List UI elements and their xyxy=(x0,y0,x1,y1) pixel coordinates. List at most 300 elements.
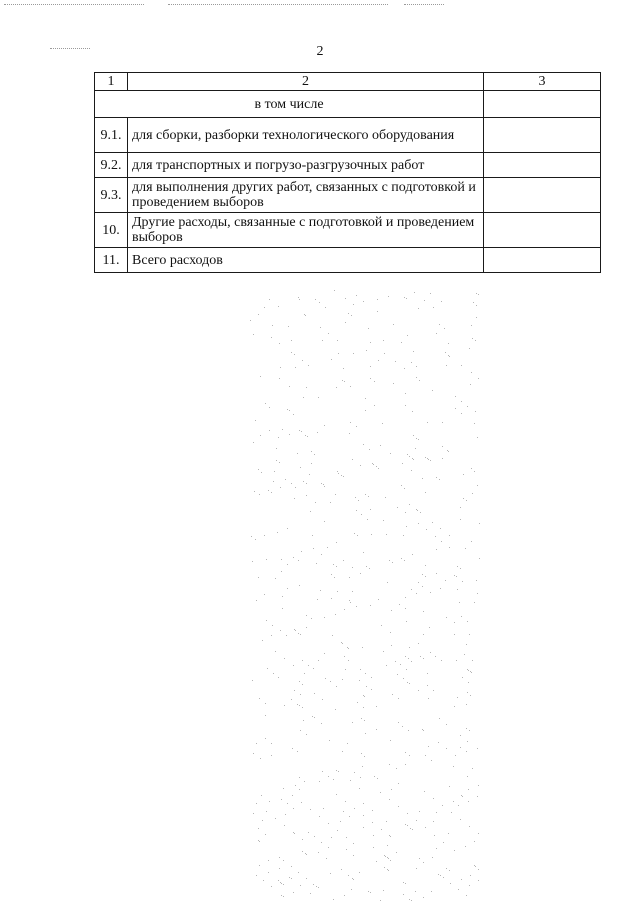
scan-speck xyxy=(353,353,354,354)
scan-speck xyxy=(324,486,325,487)
scan-speck xyxy=(279,857,280,858)
scan-speck xyxy=(299,777,300,778)
scan-speck xyxy=(388,858,389,859)
scan-speck xyxy=(352,459,353,460)
scan-speck xyxy=(436,333,437,334)
scan-speck xyxy=(457,589,458,590)
scan-speck xyxy=(281,895,282,896)
scan-speck xyxy=(416,820,417,821)
scan-speck xyxy=(255,420,256,421)
scan-speck xyxy=(391,610,392,611)
scan-speck xyxy=(409,504,410,505)
scan-speck xyxy=(387,869,388,870)
scan-speck xyxy=(376,466,377,467)
scan-speck xyxy=(466,751,467,752)
scan-speck xyxy=(439,479,440,480)
scan-speck xyxy=(292,795,293,796)
scan-speck xyxy=(385,497,386,498)
scan-speck xyxy=(478,869,479,870)
scan-speck xyxy=(353,304,354,305)
scan-speck xyxy=(291,340,292,341)
scan-speck xyxy=(441,541,442,542)
scan-speck xyxy=(381,625,382,626)
scan-speck xyxy=(432,857,433,858)
column-header-1: 1 xyxy=(95,73,128,91)
scan-speck xyxy=(415,891,416,892)
scan-speck xyxy=(378,360,379,361)
scan-speck xyxy=(392,694,393,695)
row-description: для сборки, разборки технологического оборудования xyxy=(128,118,484,153)
scan-speck xyxy=(388,296,389,297)
scan-speck xyxy=(475,866,476,867)
scan-speck xyxy=(356,606,357,607)
scan-speck xyxy=(315,299,316,300)
scan-speck xyxy=(333,779,334,780)
scan-speck xyxy=(299,299,300,300)
scan-speck xyxy=(436,477,437,478)
scan-speck xyxy=(411,661,412,662)
scan-speck xyxy=(460,568,461,569)
scan-speck xyxy=(314,717,315,718)
row-description: Всего расходов xyxy=(128,248,484,273)
scan-speck xyxy=(424,791,425,792)
scan-speck xyxy=(306,627,307,628)
scan-speck xyxy=(405,512,406,513)
scan-speck xyxy=(260,758,261,759)
scan-speck xyxy=(365,410,366,411)
scan-speck xyxy=(455,755,456,756)
scan-speck xyxy=(407,682,408,683)
scan-speck xyxy=(378,599,379,600)
scan-speck xyxy=(377,311,378,312)
scan-speck xyxy=(397,674,398,675)
scan-speck xyxy=(355,497,356,498)
row-number: 11. xyxy=(95,248,128,273)
scan-speck xyxy=(393,324,394,325)
scan-speck xyxy=(415,448,416,449)
scan-speck xyxy=(438,742,439,743)
scan-speck xyxy=(357,702,358,703)
scan-speck xyxy=(291,866,292,867)
scan-speck xyxy=(405,393,406,394)
scan-speck xyxy=(265,834,266,835)
scan-speck xyxy=(310,893,311,894)
scan-speck xyxy=(284,825,285,826)
scan-speck xyxy=(423,730,424,731)
scan-speck xyxy=(472,660,473,661)
scan-speck xyxy=(411,362,412,363)
scan-speck xyxy=(259,698,260,699)
scan-speck xyxy=(323,808,324,809)
scan-speck xyxy=(321,842,322,843)
scan-speck xyxy=(282,429,283,430)
scan-speck xyxy=(295,630,296,631)
scan-speck xyxy=(289,877,290,878)
scan-speck xyxy=(358,500,359,501)
scan-speck xyxy=(306,495,307,496)
scan-speck xyxy=(467,741,468,742)
scan-speck xyxy=(333,899,334,900)
scan-speck xyxy=(360,777,361,778)
scan-speck xyxy=(287,588,288,589)
scan-speck xyxy=(433,690,434,691)
scan-speck xyxy=(363,301,364,302)
row-description: для выполнения других работ, связанных с подготовкой и проведением выборов xyxy=(128,178,484,213)
scan-speck xyxy=(271,743,272,744)
scan-speck xyxy=(467,406,468,407)
scan-speck xyxy=(389,799,390,800)
scan-speck xyxy=(335,709,336,710)
scan-speck xyxy=(404,297,405,298)
scan-speck xyxy=(374,405,375,406)
scan-speck xyxy=(390,836,391,837)
scan-speck xyxy=(343,560,344,561)
scan-speck xyxy=(271,337,272,338)
row-description: для транспортных и погрузо-разгрузочных работ xyxy=(128,153,484,178)
scan-speck xyxy=(386,534,387,535)
scan-speck xyxy=(405,405,406,406)
scan-speck xyxy=(250,320,251,321)
scan-speck xyxy=(479,523,480,524)
scan-speck xyxy=(385,856,386,857)
scan-speck xyxy=(337,340,338,341)
scan-speck xyxy=(370,342,371,343)
scan-speck xyxy=(363,803,364,804)
scan-speck xyxy=(280,630,281,631)
scan-speck xyxy=(416,438,417,439)
scan-speck xyxy=(399,604,400,605)
scan-speck xyxy=(327,547,328,548)
scan-speck xyxy=(351,315,352,316)
scan-speck xyxy=(458,805,459,806)
scan-speck xyxy=(259,494,260,495)
scan-speck xyxy=(472,338,473,339)
scan-speck xyxy=(349,433,350,434)
scan-speck xyxy=(259,841,260,842)
scan-speck xyxy=(372,810,373,811)
scan-speck xyxy=(418,439,419,440)
scan-speck xyxy=(287,803,288,804)
scan-speck xyxy=(335,614,336,615)
scan-speck xyxy=(349,816,350,817)
scan-speck xyxy=(440,588,441,589)
scan-speck xyxy=(273,673,274,674)
scan-speck xyxy=(442,422,443,423)
scan-speck xyxy=(300,467,301,468)
scan-speck xyxy=(315,502,316,503)
scan-speck xyxy=(409,755,410,756)
scan-speck xyxy=(299,430,300,431)
scan-speck xyxy=(471,372,472,373)
scan-speck xyxy=(266,811,267,812)
scan-speck xyxy=(478,785,479,786)
scan-speck xyxy=(324,617,325,618)
scan-speck xyxy=(472,768,473,769)
scan-speck xyxy=(263,880,264,881)
scan-speck xyxy=(356,295,357,296)
scan-speck xyxy=(454,634,455,635)
scan-speck xyxy=(305,435,306,436)
scan-speck xyxy=(319,816,320,817)
scan-speck xyxy=(324,425,325,426)
scan-speck xyxy=(380,900,381,901)
scan-speck xyxy=(432,522,433,523)
scan-speck xyxy=(453,801,454,802)
scan-speck xyxy=(291,352,292,353)
scan-speck xyxy=(351,889,352,890)
scan-speck xyxy=(258,469,259,470)
scan-speck xyxy=(288,326,289,327)
scan-speck xyxy=(311,463,312,464)
scan-speck xyxy=(398,806,399,807)
scan-speck xyxy=(435,536,436,537)
scan-speck xyxy=(376,706,377,707)
scan-speck xyxy=(409,899,410,900)
scan-speck xyxy=(433,307,434,308)
scan-speck xyxy=(289,410,290,411)
scan-speck xyxy=(265,703,266,704)
scan-speck xyxy=(404,368,405,369)
scan-speck xyxy=(306,387,307,388)
scan-speck xyxy=(283,896,284,897)
scan-speck xyxy=(302,707,303,708)
scan-speck xyxy=(470,384,471,385)
table-row xyxy=(95,213,601,248)
scan-speck xyxy=(445,352,446,353)
scan-speck xyxy=(449,547,450,548)
scan-speck xyxy=(391,789,392,790)
scan-speck xyxy=(433,798,434,799)
scan-speck xyxy=(430,592,431,593)
scan-speck xyxy=(269,801,270,802)
scan-speck xyxy=(271,886,272,887)
scan-speck xyxy=(430,652,431,653)
scan-speck xyxy=(347,743,348,744)
scan-speck xyxy=(316,886,317,887)
scan-speck xyxy=(303,720,304,721)
scan-speck xyxy=(302,851,303,852)
scan-speck xyxy=(427,422,428,423)
scan-speck xyxy=(478,833,479,834)
scan-speck xyxy=(264,307,265,308)
scan-speck xyxy=(331,837,332,838)
scan-speck xyxy=(428,698,429,699)
scan-speck xyxy=(463,474,464,475)
scan-speck xyxy=(308,665,309,666)
scan-speck xyxy=(383,890,384,891)
scan-speck xyxy=(436,573,437,574)
scan-speck xyxy=(359,872,360,873)
scan-speck xyxy=(364,756,365,757)
scan-speck xyxy=(386,821,387,822)
scan-speck xyxy=(359,788,360,789)
scan-speck xyxy=(284,658,285,659)
scan-speck xyxy=(368,328,369,329)
scan-speck xyxy=(377,299,378,300)
scan-speck xyxy=(389,560,390,561)
scan-speck xyxy=(353,855,354,856)
scan-speck xyxy=(454,850,455,851)
scan-speck xyxy=(469,885,470,886)
scan-speck xyxy=(404,488,405,489)
scan-speck xyxy=(373,464,374,465)
scan-speck xyxy=(308,365,309,366)
scan-speck xyxy=(312,535,313,536)
scan-speck xyxy=(364,696,365,697)
scan-speck xyxy=(380,445,381,446)
scan-speck xyxy=(328,847,329,848)
scan-speck xyxy=(366,566,367,567)
scan-speck xyxy=(423,658,424,659)
scan-speck xyxy=(472,493,473,494)
scan-speck xyxy=(350,386,351,387)
scan-speck xyxy=(370,605,371,606)
scan-speck xyxy=(430,460,431,461)
scan-speck xyxy=(402,463,403,464)
scan-speck xyxy=(439,718,440,719)
scan-speck xyxy=(302,660,303,661)
scan-speck xyxy=(371,689,372,690)
scan-speck xyxy=(333,564,334,565)
scan-speck xyxy=(427,673,428,674)
scan-speck xyxy=(271,635,272,636)
scan-speck xyxy=(401,558,402,559)
scan-speck xyxy=(298,297,299,298)
scan-speck xyxy=(319,302,320,303)
scan-speck xyxy=(258,577,259,578)
scan-speck xyxy=(321,554,322,555)
scan-speck xyxy=(474,423,475,424)
scan-speck xyxy=(307,436,308,437)
scan-speck xyxy=(466,728,467,729)
scan-speck xyxy=(268,860,269,861)
scan-speck xyxy=(368,891,369,892)
scan-speck xyxy=(408,730,409,731)
scan-speck xyxy=(370,366,371,367)
scan-speck xyxy=(461,401,462,402)
table-row xyxy=(95,178,601,213)
column-header-3: 3 xyxy=(484,73,601,91)
scan-speck xyxy=(256,743,257,744)
scan-speck xyxy=(336,566,337,567)
scan-speck xyxy=(285,814,286,815)
scan-speck xyxy=(447,450,448,451)
scan-speck xyxy=(367,519,368,520)
scan-speck xyxy=(251,536,252,537)
scan-speck xyxy=(408,658,409,659)
scan-speck xyxy=(318,397,319,398)
scan-speck xyxy=(391,645,392,646)
scan-speck xyxy=(384,867,385,868)
scan-speck xyxy=(335,494,336,495)
scan-speck xyxy=(289,386,290,387)
scan-artifact-line xyxy=(168,4,388,5)
scan-speck xyxy=(308,832,309,833)
scan-speck xyxy=(363,707,364,708)
scan-speck xyxy=(259,865,260,866)
table-row xyxy=(95,118,601,153)
scan-speck xyxy=(440,528,441,529)
scan-speck xyxy=(435,656,436,657)
scan-speck xyxy=(418,308,419,309)
scan-speck xyxy=(388,870,389,871)
scan-speck xyxy=(261,472,262,473)
scan-speck xyxy=(371,534,372,535)
scan-speck xyxy=(471,325,472,326)
scan-speck xyxy=(444,328,445,329)
scan-speck xyxy=(469,348,470,349)
scan-speck xyxy=(478,378,479,379)
scan-speck xyxy=(258,314,259,315)
scan-speck xyxy=(279,868,280,869)
scan-speck xyxy=(465,846,466,847)
scan-speck xyxy=(436,812,437,813)
scan-speck xyxy=(318,852,319,853)
scan-speck xyxy=(466,895,467,896)
scan-speck xyxy=(253,753,254,754)
scan-speck xyxy=(448,355,449,356)
scan-speck xyxy=(321,483,322,484)
scan-speck xyxy=(461,616,462,617)
scan-speck xyxy=(357,535,358,536)
scan-speck xyxy=(291,878,292,879)
scan-speck xyxy=(405,883,406,884)
scan-speck xyxy=(356,510,357,511)
scan-speck xyxy=(398,783,399,784)
scan-speck xyxy=(297,704,298,705)
scan-speck xyxy=(470,875,471,876)
scan-speck xyxy=(373,847,374,848)
scan-speck xyxy=(261,795,262,796)
scan-speck xyxy=(418,643,419,644)
scan-speck xyxy=(300,694,301,695)
scan-speck xyxy=(283,788,284,789)
scan-speck xyxy=(442,805,443,806)
scan-speck xyxy=(255,539,256,540)
scan-speck xyxy=(425,457,426,458)
scan-speck xyxy=(412,458,413,459)
scan-speck xyxy=(342,751,343,752)
scan-speck xyxy=(416,377,417,378)
scan-speck xyxy=(413,435,414,436)
scan-speck xyxy=(354,772,355,773)
scan-speck xyxy=(318,660,319,661)
scan-speck xyxy=(406,526,407,527)
scan-speck xyxy=(336,770,337,771)
scan-speck xyxy=(348,660,349,661)
scan-speck xyxy=(456,576,457,577)
scan-speck xyxy=(419,811,420,812)
scan-speck xyxy=(279,378,280,379)
scan-speck xyxy=(471,541,472,542)
scan-speck xyxy=(363,552,364,553)
scan-speck xyxy=(319,781,320,782)
scan-speck xyxy=(425,755,426,756)
scan-speck xyxy=(366,350,367,351)
scan-speck xyxy=(423,862,424,863)
scan-speck xyxy=(473,302,474,303)
scan-speck xyxy=(295,785,296,786)
scan-speck xyxy=(405,752,406,753)
scan-speck xyxy=(361,514,362,515)
subheader-value-cell xyxy=(484,91,601,118)
scan-speck xyxy=(443,877,444,878)
scan-speck xyxy=(397,507,398,508)
scan-speck xyxy=(329,740,330,741)
scan-speck xyxy=(322,771,323,772)
scan-speck xyxy=(428,746,429,747)
scan-speck xyxy=(436,848,437,849)
